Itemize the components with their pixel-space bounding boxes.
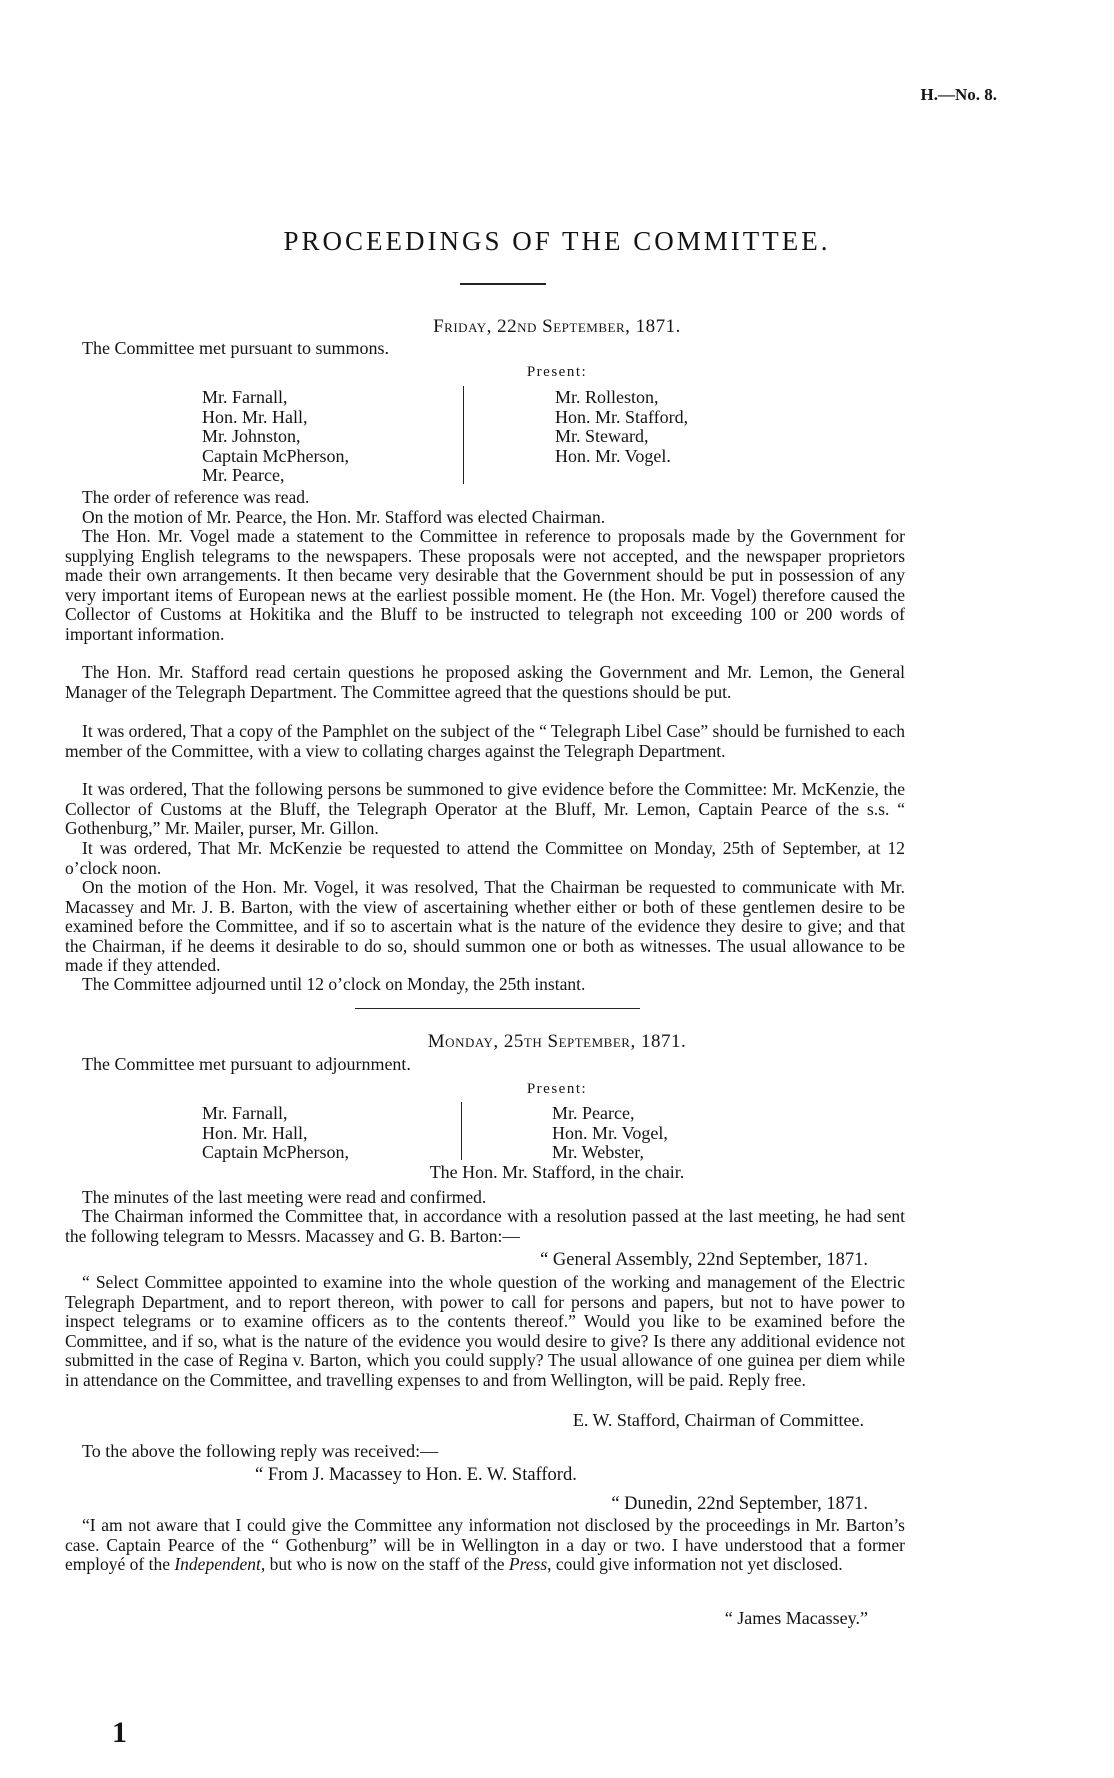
paper-reference: H.—No. 8. <box>920 85 997 104</box>
sitting-1-opening: The Committee met pursuant to summons. <box>82 338 389 358</box>
paragraph: On the motion of Mr. Pearce, the Hon. Mr. Stafford was elected Chairman. <box>82 507 606 527</box>
member-name: Mr. Pearce, <box>202 465 285 485</box>
reply-text: , but who is now on the staff of the <box>260 1554 509 1575</box>
member-name: Mr. Farnall, <box>202 1103 288 1123</box>
sitting-1-members-right <box>555 388 688 466</box>
member-name: Captain McPherson, <box>202 1142 349 1162</box>
sitting-2-date: Monday, 25th September, 1871. <box>427 1031 687 1052</box>
paragraph: On the motion of the Hon. Mr. Vogel, it was resolved, That the Chairman be requested to communicate with Mr. Macassey and Mr. J. B. Barton, with the view of ascertaining whether either or both of these gentlemen desire to be examined before the Committee, and if so to ascertain what is the nature of the evidence they desire to give; and that the Chairman, if he deems it desirable to do so, should summon one or both as witnesses. The usual allowance to be made if they attended. <box>65 877 905 976</box>
reply-text: , could give information not yet disclosed. <box>547 1554 843 1575</box>
section-rule <box>355 1008 640 1009</box>
reply-signature: “ James Macassey.” <box>724 1608 868 1628</box>
paragraph: The Committee adjourned until 12 o’clock on Monday, the 25th instant. <box>82 974 586 994</box>
paragraph: The Hon. Mr. Vogel made a statement to the Committee in reference to proposals made by the Government for supplying English telegrams to the newspapers. These proposals were not accepted, and the newspaper proprietors made their own arrangements. It then became very desirable that the Government should be put in possession of any very important items of European news at the earliest possible moment. He (the Hon. Mr. Vogel) therefore caused the Collector of Customs at Hokitika and the Bluff to be instructed to telegraph not exceeding 100 or 200 words of important information. <box>65 526 905 644</box>
paragraph: It was ordered, That Mr. McKenzie be requested to attend the Committee on Monday, 25th of September, at 12 o’clock noon. <box>65 838 905 878</box>
paragraph: The Hon. Mr. Stafford read certain questions he proposed asking the Government and Mr. Lemon, the General Manager of the Telegraph Department. The Committee agreed that the questions should be put. <box>65 662 905 702</box>
telegram-body: “ Select Committee appointed to examine into the whole question of the working and management of the Electric Telegraph Department, and to report thereon, with power to call for persons and papers, but not to have power to inspect telegrams or to examine officers as to the contents thereof.” Would you like to be examined before the Committee, and if so, what is the nature of the evidence you would desire to give? Is there any additional evidence not submitted in the case of Regina v. Barton, which you could supply? The usual allowance of one guinea per diem while in attendance on the Committee, and travelling expenses to and from Wellington, will be paid. Reply free. <box>65 1272 905 1390</box>
paragraph: The minutes of the last meeting were read and confirmed. <box>82 1187 487 1207</box>
page-number: 1 <box>112 1716 127 1749</box>
member-name: Mr. Rolleston, <box>555 387 659 407</box>
newspaper-name: Independent <box>174 1554 261 1575</box>
reply-body <box>65 1516 905 1575</box>
member-name: Mr. Johnston, <box>202 426 301 446</box>
member-name: Mr. Steward, <box>555 426 649 446</box>
telegram-dateline: “ General Assembly, 22nd September, 1871. <box>540 1250 868 1270</box>
reply-intro: To the above the following reply was received:— <box>82 1441 439 1461</box>
sitting-1-members-left <box>202 388 349 486</box>
sitting-2-members-right <box>552 1104 668 1163</box>
member-name: Mr. Webster, <box>552 1142 644 1162</box>
member-name: Mr. Pearce, <box>552 1103 635 1123</box>
member-name: Hon. Mr. Hall, <box>202 1122 308 1143</box>
page-title: PROCEEDINGS OF THE COMMITTEE. <box>283 226 831 256</box>
members-divider <box>461 1102 462 1160</box>
reply-heading: “ From J. Macassey to Hon. E. W. Stafford. <box>255 1465 577 1485</box>
sitting-1-date: Friday, 22nd September, 1871. <box>433 316 681 337</box>
member-name: Hon. Mr. Stafford, <box>555 406 689 427</box>
reply-text: “I am not aware that I could give the Committee any information not disclosed by the proceedings in Mr. Barton’s case. Captain Pearce of the “ Gothenburg” will be in Wellington in a day or two. I have understood that a former employé of the <box>65 1515 905 1575</box>
sitting-2-present-label: Present: <box>526 1081 588 1097</box>
sitting-2-opening: The Committee met pursuant to adjournment. <box>82 1054 411 1074</box>
title-rule <box>460 283 546 285</box>
paragraph: It was ordered, That a copy of the Pamphlet on the subject of the “ Telegraph Libel Case” should be furnished to each member of the Committee, with a view to collating charges against the Telegraph Department. <box>65 721 905 761</box>
member-name: Hon. Mr. Vogel. <box>555 445 671 466</box>
member-name: Captain McPherson, <box>202 445 349 466</box>
sitting-1-present-label: Present: <box>526 364 588 380</box>
paragraph: It was ordered, That the following persons be summoned to give evidence before the Committee: Mr. McKenzie, the Collector of Customs at the Bluff, the Telegraph Operator at the Bluff, Mr. Lemon, Captain Pearce of the s.s. “ Gothenburg,” Mr. Mailer, purser, Mr. Gillon. <box>65 779 905 839</box>
member-name: Mr. Farnall, <box>202 387 288 407</box>
chair-line: The Hon. Mr. Stafford, in the chair. <box>429 1162 685 1182</box>
paragraph: The Chairman informed the Committee that, in accordance with a resolution passed at the last meeting, he had sent the following telegram to Messrs. Macassey and G. B. Barton:— <box>65 1206 905 1246</box>
paragraph: The order of reference was read. <box>82 487 310 507</box>
newspaper-name: Press <box>508 1554 548 1575</box>
sitting-2-members-left <box>202 1104 349 1163</box>
member-name: Hon. Mr. Vogel, <box>552 1122 668 1143</box>
telegram-signature: E. W. Stafford, Chairman of Committee. <box>572 1410 864 1430</box>
members-divider <box>463 386 464 484</box>
member-name: Hon. Mr. Hall, <box>202 406 308 427</box>
reply-dateline: “ Dunedin, 22nd September, 1871. <box>611 1494 868 1514</box>
